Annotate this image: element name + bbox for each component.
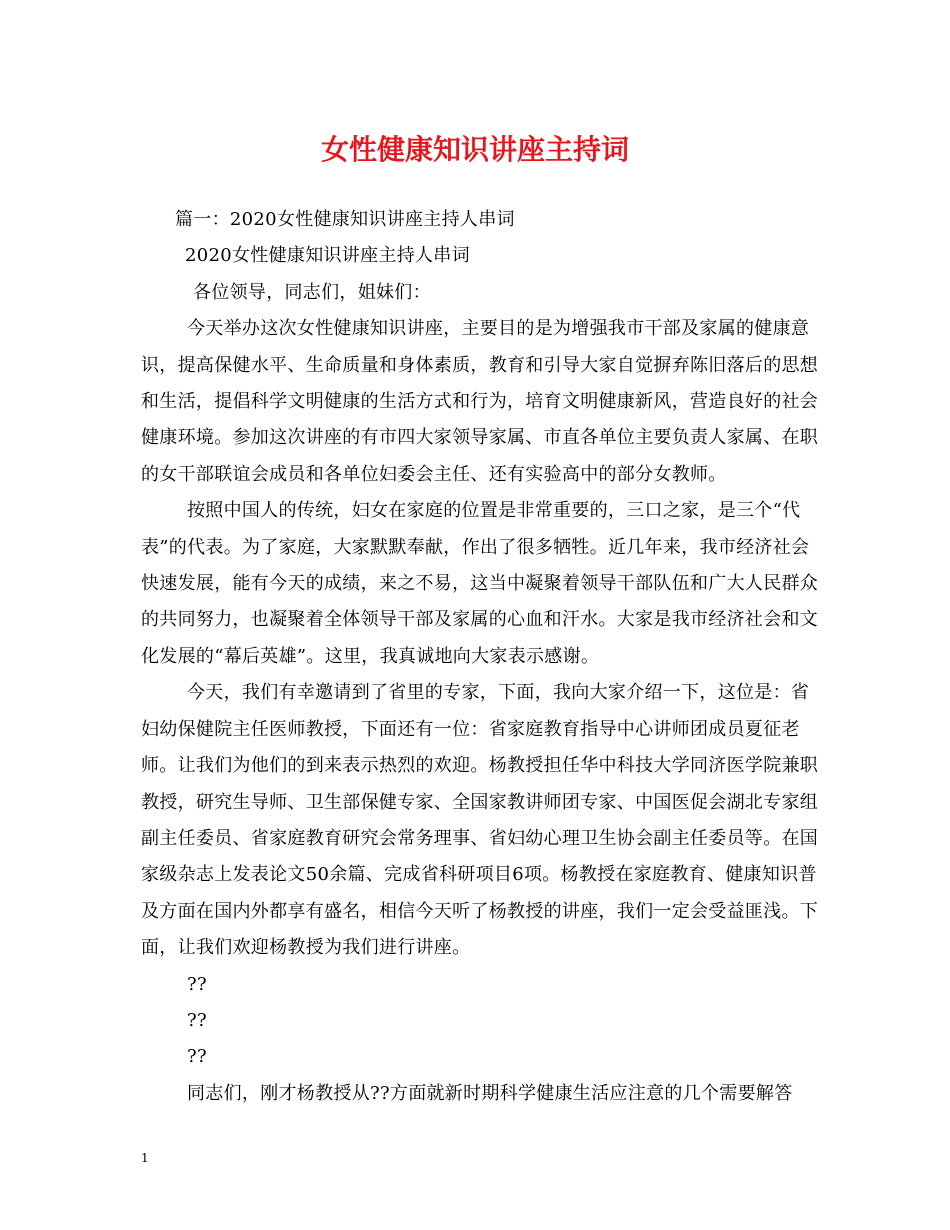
- document-body: [141, 202, 821, 1112]
- speech-title: 2020女性健康知识讲座主持人串词: [185, 245, 470, 267]
- placeholder-line: ??: [187, 1009, 207, 1031]
- placeholder-line: ??: [187, 973, 207, 995]
- section-heading: 篇一：2020女性健康知识讲座主持人串词: [175, 209, 515, 230]
- paragraph-tradition: 按照中国人的传统，妇女在家庭的位置是非常重要的，三口之家，是三个“代表”的代表。为了家庭，大家默默奉献，作出了很多牺牲。近几年来，我市经济社会快速发展，能有今天的成绩，来之不易，这当中凝聚着领导干部队伍和广大人民群众的共同努力，也凝聚着全体领导干部及家属的心血和汗水。大家是我市经济社会和文化发展的“幕后英雄”。这里，我真诚地向大家表示感谢。: [141, 500, 819, 667]
- page-number: 1: [141, 1151, 149, 1165]
- paragraph-introduction: 今天，我们有幸邀请到了省里的专家，下面，我向大家介绍一下，这位是：省妇幼保健院主任医师教授，下面还有一位：省家庭教育指导中心讲师团成员夏征老师。让我们为他们的到来表示热烈的欢迎。杨教授担任华中科技大学同济医学院兼职教授，研究生导师、卫生部保健专家、全国家教讲师团专家、中国医促会湖北专家组副主任委员、省家庭教育研究会常务理事、省妇幼心理卫生协会副主任委员等。在国家级杂志上发表论文50余篇、完成省科研项目6项。杨教授在家庭教育、健康知识普及方面在国内外都享有盛名，相信今天听了杨教授的讲座，我们一定会受益匪浅。下面，让我们欢迎杨教授为我们进行讲座。: [141, 682, 819, 959]
- placeholder-line: ??: [187, 1046, 207, 1068]
- paragraph-closing: 同志们，刚才杨教授从??方面就新时期科学健康生活应注意的几个需要解答: [187, 1082, 793, 1104]
- greeting: 各位领导，同志们，姐妹们：: [193, 281, 431, 303]
- paragraph-purpose: 今天举办这次女性健康知识讲座，主要目的是为增强我市干部及家属的健康意识，提高保健水平、生命质量和身体素质，教育和引导大家自觉摒弃陈旧落后的思想和生活，提倡科学文明健康的生活方式和行为，培育文明健康新风，营造良好的社会健康环境。参加这次讲座的有市四大家领导家属、市直各单位主要负责人家属、在职的女干部联谊会成员和各单位妇委会主任、还有实验高中的部分女教师。: [141, 318, 819, 485]
- document-title: 女性健康知识讲座主持词: [320, 133, 629, 166]
